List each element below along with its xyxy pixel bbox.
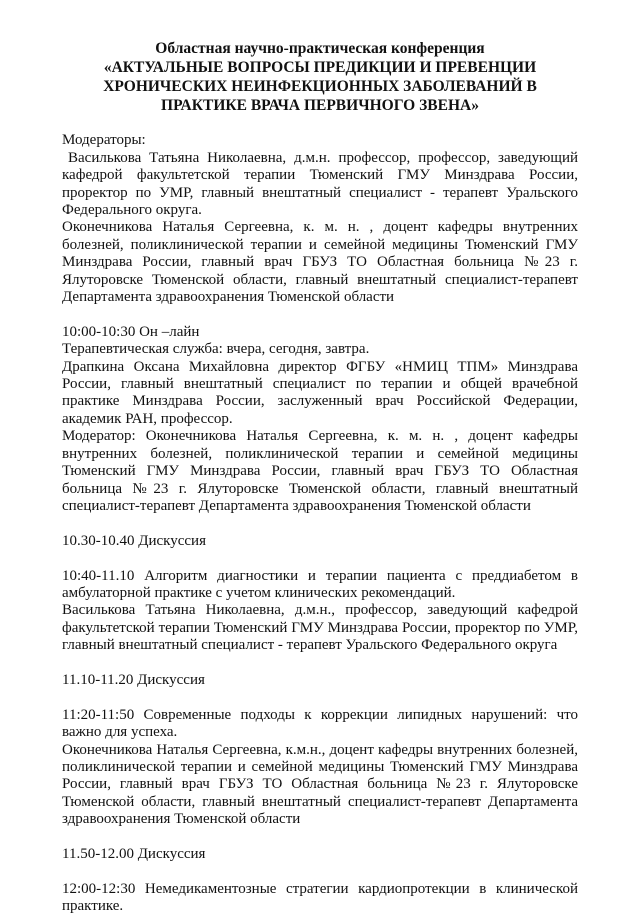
session-speaker: Василькова Татьяна Николаевна, д.м.н., профессор, заведующий кафедрой факультетской терапии Тюменский ГМУ Минздрава России, проректор по УМР, главный внештатный специалист - терапевт Уральского Федерального округа xyxy=(62,602,578,654)
session-time: 10.30-10.40 xyxy=(62,532,135,549)
blank-line xyxy=(62,689,578,706)
session-time: 10:00-10:30 xyxy=(62,323,136,340)
session-header xyxy=(62,568,578,603)
conference-title: «АКТУАЛЬНЫЕ ВОПРОСЫ ПРЕДИКЦИИ И ПРЕВЕНЦИИ ХРОНИЧЕСКИХ НЕИНФЕКЦИОННЫХ ЗАБОЛЕВАНИЙ В ПРАКТИКЕ ВРАЧА ПЕРВИЧНОГО ЗВЕНА» xyxy=(103,59,537,114)
moderator-entry-1: Василькова Татьяна Николаевна, д.м.н. профессор, профессор, заведующий кафедрой факультетской терапии Тюменский ГМУ Минздрава России, проректор по УМР, главный внештатный специалист - терапевт Уральского Федерального округа. xyxy=(62,149,578,219)
discussion-header xyxy=(62,846,578,863)
session-time: 12:00-12:30 xyxy=(62,880,136,897)
discussion-header xyxy=(62,533,578,550)
moderators-section xyxy=(62,132,578,306)
blank-line xyxy=(62,515,578,532)
blank-line xyxy=(62,863,578,880)
session-mode: Он –лайн xyxy=(139,323,200,340)
session-topic: Немедикаментозные стратегии кардиопротекции в клинической практике. xyxy=(62,880,578,915)
session-time: 11:20-11:50 xyxy=(62,706,135,723)
session-time: 11.50-12.00 xyxy=(62,845,134,862)
blank-line xyxy=(62,550,578,567)
session-speaker: Драпкина Оксана Михайловна директор ФГБУ «НМИЦ ТПМ» Минздрава России, главный внештатный специалист по терапии и общей врачебной практике Минздрава России, заслуженный врач Российской Федерации, академик РАН, профессор. xyxy=(62,358,578,427)
session-online xyxy=(62,324,578,515)
blank-line xyxy=(62,115,578,132)
session-header xyxy=(62,707,578,742)
session-header xyxy=(62,881,578,916)
conference-type: Областная научно-практическая конференция xyxy=(155,40,485,57)
session-lipids xyxy=(62,707,578,829)
session-prediabetes xyxy=(62,568,578,655)
discussion-label: Дискуссия xyxy=(138,532,206,549)
document-header xyxy=(62,39,578,115)
discussion-label: Дискуссия xyxy=(137,671,205,688)
blank-line xyxy=(62,829,578,846)
moderators-heading: Модераторы: xyxy=(62,132,146,149)
discussion-1 xyxy=(62,533,578,550)
blank-line xyxy=(62,655,578,672)
discussion-2 xyxy=(62,672,578,689)
session-cardioprotection xyxy=(62,881,578,916)
discussion-3 xyxy=(62,846,578,863)
discussion-label: Дискуссия xyxy=(137,845,206,862)
blank-line xyxy=(62,306,578,323)
session-speaker: Оконечникова Наталья Сергеевна, к.м.н., доцент кафедры внутренних болезней, поликлинической терапии и семейной медицины Тюменский ГМУ Минздрава России, главный врач ГБУЗ ТО Областная больница №23 г. Ялуторовске Тюменской области, главный внештатный специалист-терапевт Департамента здравоохранения Тюменской области xyxy=(62,741,578,828)
session-time: 11.10-11.20 xyxy=(62,671,134,688)
session-topic: Алгоритм диагностики и терапии пациента с преддиабетом в амбулаторной практике с учетом клинических рекомендаций. xyxy=(62,567,578,601)
discussion-header xyxy=(62,672,578,689)
moderator-entry-2: Оконечникова Наталья Сергеевна, к. м. н. , доцент кафедры внутренних болезней, поликлинической терапии и семейной медицины Тюменский ГМУ Минздрава России, главный врач ГБУЗ ТО Областная больница №23 г. Ялуторовске Тюменской области, главный внештатный специалист-терапевт Департамента здравоохранения Тюменской области xyxy=(62,219,578,306)
session-topic: Современные подходы к коррекции липидных нарушений: что важно для успеха. xyxy=(62,706,578,741)
session-moderator: Модератор: Оконечникова Наталья Сергеевна, к. м. н. , доцент кафедры внутренних болезней, поликлинической терапии и семейной медицины Тюменский ГМУ Минздрава России, главный врач ГБУЗ ТО Областная больница №23 г. Ялуторовске Тюменской области, главный внештатный специалист-терапевт Департамента здравоохранения Тюменской области xyxy=(62,428,578,514)
session-topic: Терапевтическая служба: вчера, сегодня, завтра. xyxy=(62,341,370,358)
session-header xyxy=(62,324,578,341)
session-time: 10:40-11.10 xyxy=(62,567,135,584)
